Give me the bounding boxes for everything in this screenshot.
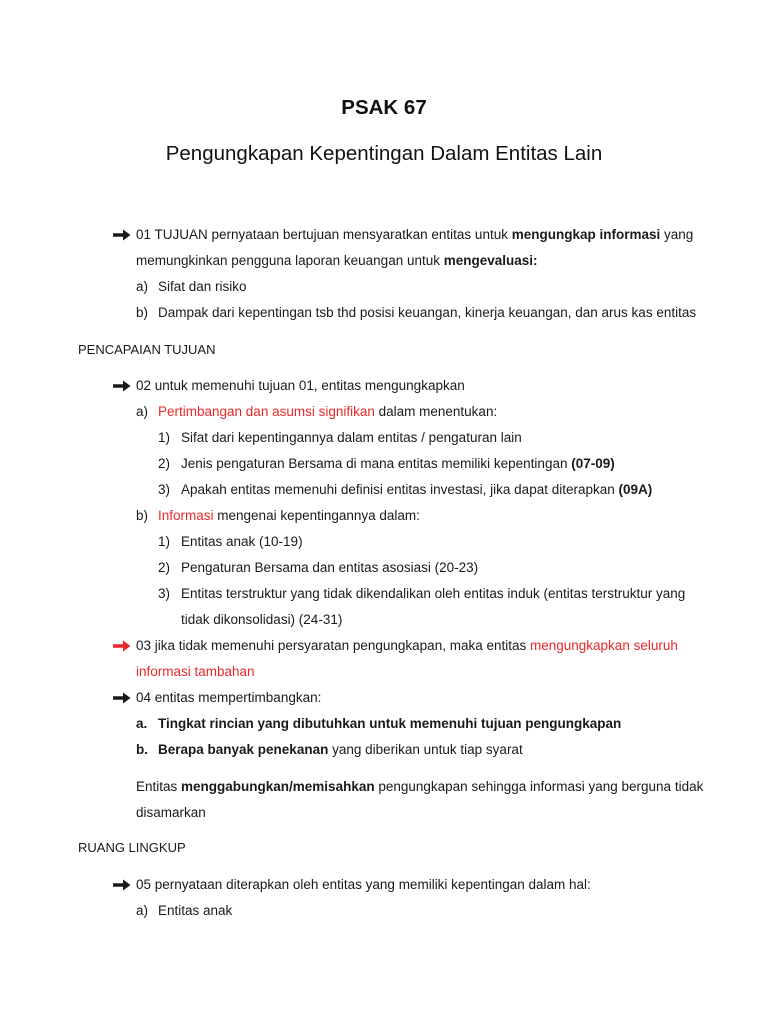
p04-lead: 04 entitas mempertimbangkan: [136,690,322,705]
p02-item-b-label: b) [136,508,149,523]
p02-item-a-text [158,403,497,421]
p04-note-line1 [136,778,703,796]
right-arrow-icon [112,228,132,242]
tujuan-lead-tail: yang [660,227,694,242]
p05-lead: 05 pernyataan diterapkan oleh entitas yang memiliki kepentingan dalam hal: [136,877,591,892]
p02-item-b-tail: mengenai kepentingannya dalam: [213,508,420,523]
p04-note-bold: menggabungkan/memisahkan [181,779,375,794]
p04-item-b-tail: yang diberikan untuk tiap syarat [328,742,523,757]
tujuan-paragraph-line1 [136,226,693,244]
p02-a-item-1-body: Sifat dari kepentingannya dalam entitas / pengaturan lain [181,430,522,445]
tujuan-line2-text: memungkinkan pengguna laporan keuangan untuk [136,253,444,268]
p02-a-item-3-num: 3) [158,482,171,497]
p02-b-item-3-continuation: tidak dikonsolidasi) (24-31) [181,612,343,627]
p02-a-item-1-num: 1) [158,430,171,445]
p02-a-item-3-ref: (09A) [618,482,653,497]
p02-b-item-3-num: 3) [158,586,171,601]
tujuan-item-b-label: b) [136,305,149,320]
section-heading-pencapaian: PENCAPAIAN TUJUAN [78,342,216,357]
p02-a-item-2-body: Jenis pengaturan Bersama di mana entitas memiliki kepentingan [181,456,572,471]
p02-item-a-highlight: Pertimbangan dan asumsi signifikan [158,404,375,419]
p02-a-item-2-ref: (07-09) [571,456,615,471]
p02-b-item-1-text: Entitas anak (10-19) [181,534,303,549]
p04-item-b-bold: Berapa banyak penekanan [158,742,329,757]
p02-b-item-3-text: Entitas terstruktur yang tidak dikendalikan oleh entitas induk (entitas terstruktur yang [181,586,686,601]
tujuan-paragraph-line2 [136,252,538,270]
p02-item-b-text [158,507,420,525]
document-subtitle: Pengungkapan Kepentingan Dalam Entitas Lain [165,142,603,165]
tujuan-item-b-text: Dampak dari kepentingan tsb thd posisi keuangan, kinerja keuangan, dan arus kas entitas [158,305,697,320]
p04-item-b-text [158,741,523,759]
tujuan-item-a-text: Sifat dan risiko [158,279,247,294]
document-title: PSAK 67 [341,96,427,119]
p04-note-line2: disamarkan [136,805,206,820]
right-arrow-icon [112,878,132,892]
p02-item-b-highlight: Informasi [158,508,214,523]
p05-item-a-label: a) [136,903,149,918]
p03-lead-highlight: mengungkapkan seluruh [530,638,678,653]
p04-item-a-label: a. [136,716,148,731]
right-arrow-icon [112,691,132,705]
tujuan-lead-text: 01 TUJUAN pernyataan bertujuan mensyaratkan entitas untuk [136,227,512,242]
p04-item-b-label: b. [136,742,148,757]
p04-note-text: Entitas [136,779,182,794]
p02-a-item-3-text [181,481,652,499]
p02-a-item-3-body: Apakah entitas memenuhi definisi entitas investasi, jika dapat diterapkan [181,482,619,497]
p02-a-item-2-text [181,455,615,473]
p03-lead-text: 03 jika tidak memenuhi persyaratan pengungkapan, maka entitas [136,638,530,653]
tujuan-lead-bold: mengungkap informasi [511,227,661,242]
p02-lead: 02 untuk memenuhi tujuan 01, entitas mengungkapkan [136,378,465,393]
section-heading-ruang-lingkup: RUANG LINGKUP [78,840,186,855]
p03-line2-highlight: informasi tambahan [136,664,255,679]
p02-a-item-1-text [181,429,522,447]
right-arrow-icon [112,639,132,653]
p03-line1 [136,637,678,655]
p04-item-a-text: Tingkat rincian yang dibutuhkan untuk memenuhi tujuan pengungkapan [158,716,622,731]
p02-b-item-2-num: 2) [158,560,171,575]
tujuan-item-a-label: a) [136,279,149,294]
p02-a-item-2-num: 2) [158,456,171,471]
p05-item-a-text: Entitas anak [158,903,233,918]
p02-b-item-1-num: 1) [158,534,171,549]
right-arrow-icon [112,379,132,393]
p02-item-a-label: a) [136,404,149,419]
p04-note-tail: pengungkapan sehingga informasi yang berguna tidak [374,779,704,794]
p02-b-item-2-text: Pengaturan Bersama dan entitas asosiasi (20-23) [181,560,479,575]
tujuan-line2-bold: mengevaluasi: [443,253,538,268]
p02-item-a-tail: dalam menentukan: [374,404,498,419]
